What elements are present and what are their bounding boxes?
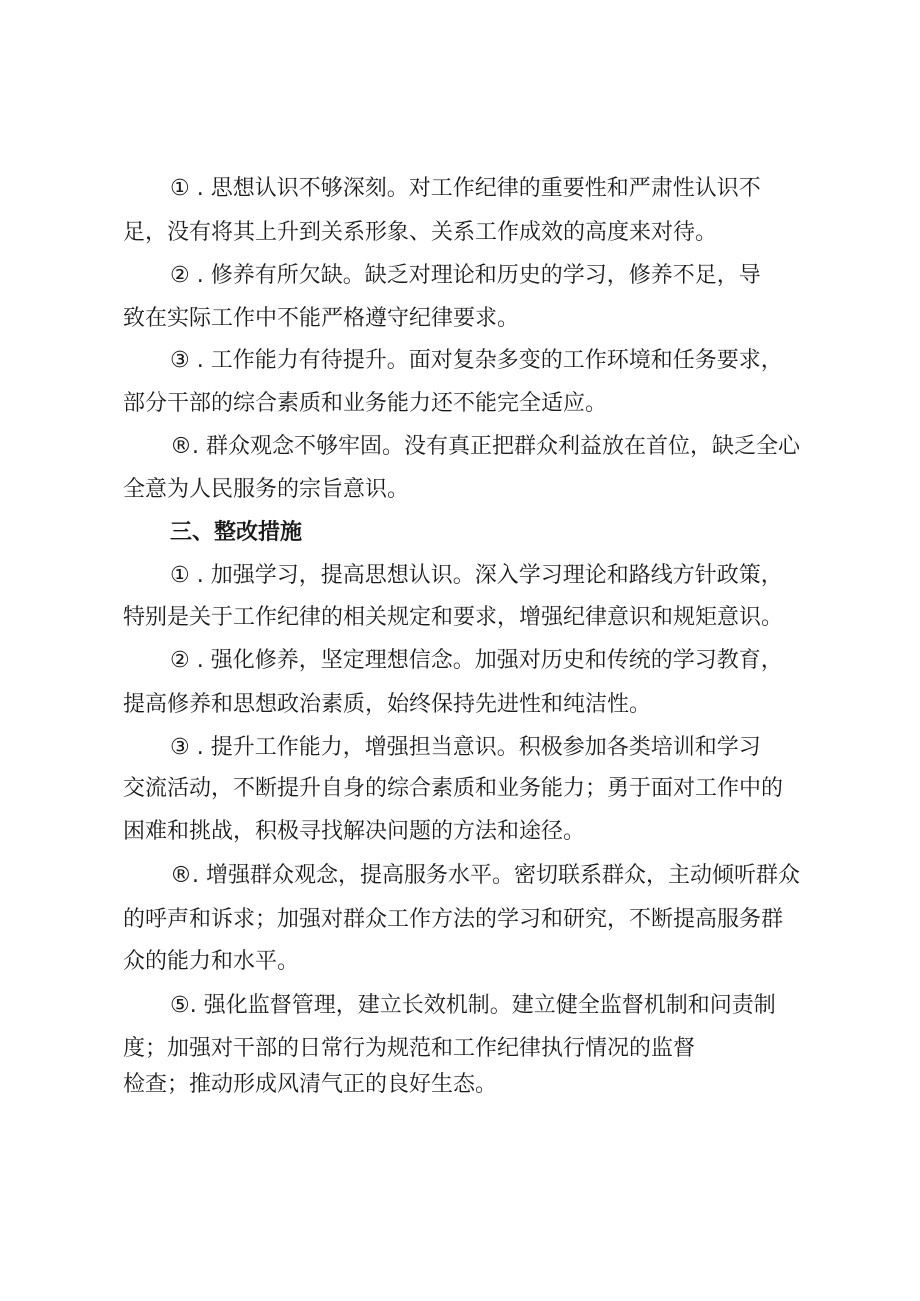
paragraph-line: ®. 群众观念不够牢固。没有真正把群众利益放在首位，缺乏全心 [170, 434, 800, 459]
paragraph-line: ®. 增强群众观念，提高服务水平。密切联系群众，主动倾听群众 [170, 863, 800, 888]
section-heading: 三、整改措施 [170, 520, 303, 545]
paragraph-line: ① . 加强学习，提高思想认识。深入学习理论和路线方针政策， [170, 563, 783, 588]
paragraph-line: ③ . 工作能力有待提升。面对复杂多变的工作环境和任务要求， [170, 348, 783, 373]
paragraph-line: 提高修养和思想政治素质，始终保持先进性和纯洁性。 [123, 692, 652, 717]
paragraph-line: ② . 修养有所欠缺。缺乏对理论和历史的学习，修养不足，导 [170, 263, 761, 288]
paragraph-line: ① . 思想认识不够深刻。对工作纪律的重要性和严肃性认识不 [170, 176, 761, 201]
paragraph-line: ③ . 提升工作能力，增强担当意识。积极参加各类培训和学习 [170, 735, 761, 760]
paragraph-line: 全意为人民服务的宗旨意识。 [123, 477, 410, 502]
paragraph-line: 足，没有将其上升到关系形象、关系工作成效的高度来对待。 [123, 220, 718, 245]
paragraph-line: ⑤. 强化监督管理，建立长效机制。建立健全监督机制和问责制 [170, 993, 776, 1018]
paragraph-line: 的呼声和诉求；加强对群众工作方法的学习和研究，不断提高服务群 [123, 907, 784, 932]
paragraph-line: 众的能力和水平。 [123, 949, 300, 974]
paragraph-line: 部分干部的综合素质和业务能力还不能完全适应。 [123, 391, 608, 416]
paragraph-line: 特别是关于工作纪律的相关规定和要求，增强纪律意识和规矩意识。 [123, 605, 784, 630]
paragraph-line: 致在实际工作中不能严格遵守纪律要求。 [123, 306, 520, 331]
paragraph-line: 度；加强对干部的日常行为规范和工作纪律执行情况的监督 [123, 1036, 696, 1061]
paragraph-line: ② . 强化修养，坚定理想信念。加强对历史和传统的学习教育， [170, 648, 783, 673]
paragraph-line: 交流活动，不断提升自身的综合素质和业务能力；勇于面对工作中的 [123, 776, 784, 801]
paragraph-line: 困难和挑战，积极寻找解决问题的方法和途径。 [123, 819, 586, 844]
paragraph-line: 检查；推动形成风清气正的良好生态。 [123, 1072, 498, 1097]
